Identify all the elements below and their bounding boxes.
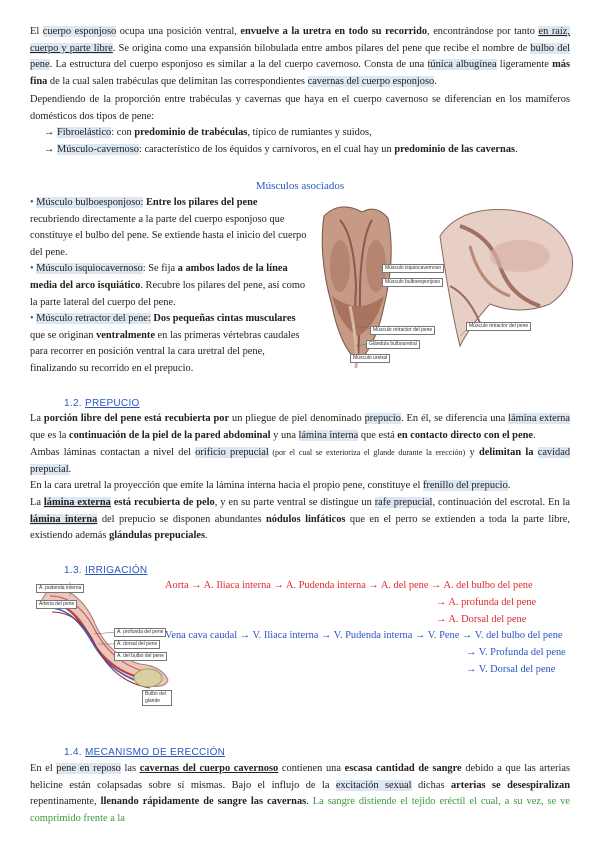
- venous-branch-dorsal: → V. Dorsal del pene: [466, 664, 556, 675]
- venous-branch-profunda: → V. Profunda del pene: [466, 647, 566, 658]
- fig-label-bulboesponjoso: Músculo bulboesponjoso: [382, 278, 443, 287]
- prepucio-paragraph-1: La porción libre del pene está recubierta por un pliegue de piel denominado prepucio. En él, se diferencia una lámina externa que es la continuación de la piel de la pared abdominal y una lámina interna que está en contacto directo con el pene.: [30, 413, 570, 441]
- fig-label-glandula: Glándula bulbouretral: [366, 340, 420, 349]
- muscle-retractor: • Músculo retractor del pene: Dos pequeñas cintas musculares que se originan ventralmente en las primeras vértebras caudales para recorrer en posición ventral la cara uretral del pene, finalizando su recorrido en el prepucio.: [30, 313, 300, 374]
- prepucio-paragraph-2: Ambas láminas contactan a nivel del orificio prepucial (por el cual se exterioriza el glande durante la erección) y delimitan la cavidad prepucial.: [30, 447, 571, 475]
- prepucio-paragraph-3: En la cara uretral la proyección que emite la lámina interna hacia el propio pene, constituye el frenillo del prepucio.: [30, 480, 511, 491]
- fig-label-dorsal: A. dorsal del pene: [114, 640, 160, 649]
- muscles-title: Músculos asociados: [255, 180, 345, 192]
- arterial-branch-dorsal: → A. Dorsal del pene: [436, 614, 527, 625]
- prepucio-paragraph-4: La lámina externa está recubierta de pelo, y en su parte ventral se distingue un rafe prepucial, continuación del escrotal. En la lámina interna del prepucio se disponen abundantes nódulos linfáticos que en el perro se extienden a toda la parte libre, existiendo además glándulas prepuciales.: [30, 497, 570, 542]
- fig-label-retractor-1: Músculo retractor del pene: [370, 326, 435, 335]
- muscle-isquiocavernoso: • Músculo isquiocavernoso: Se fija a ambos lados de la línea media del arco isquiático. Recubre los pilares del pene, así como la parte lateral del cuerpo del pene.: [30, 263, 306, 308]
- muscles-list: [30, 195, 308, 378]
- irrigation-figure: [30, 576, 172, 708]
- fig-label-bulbo: A. del bulbo del pene: [114, 652, 167, 661]
- muscles-anatomy-figure: [310, 196, 578, 376]
- arterial-branch-profunda: → A. profunda del pene: [436, 597, 537, 608]
- fig-label-isquiocavernoso: Músculo isquiocavernoso: [382, 264, 444, 273]
- ereccion-paragraph: En el pene en reposo las cavernas del cuerpo cavernoso contienen una escasa cantidad de sangre debido a que las arterias helicine están colapsadas sobre sí mismas. Bajo el influjo de la excitación sexual dichas arterias se desespiralizan repentinamente, llenando rápidamente de sangre las cavernas. La sangre distiende el tejido eréctil el cual, a su vez, se ve comprimido frente a la: [30, 763, 570, 824]
- fig-label-uretral: Músculo uretral: [350, 354, 390, 363]
- fig-label-pudenda: A. pudenda interna: [36, 584, 84, 593]
- venous-path: Vena cava caudal → V. Iliaca interna → V. Pudenda interna → V. Pene → V. del bulbo del pene: [165, 630, 563, 641]
- intro-types-paragraph: Dependiendo de la proporción entre trabéculas y cavernas que haya en el cuerpo cavernoso se diferencian en los mamíferos domésticos dos tipos de pene: → Fibroelástico: con predominio de trabéculas, típico de rumiantes y suidos, → Músculo-cavernoso: característico de los équidos y carnívoros, en el cual hay un predominio de las cavernas.: [30, 92, 570, 158]
- section-heading-prepucio: 1.2. PREPUCIO: [64, 398, 140, 409]
- type-musculocavernous: → Músculo-cavernoso: característico de los équidos y carnívoros, en el cual hay un predominio de las cavernas.: [44, 143, 518, 155]
- pelvic-muscles-illustration: [310, 196, 578, 376]
- section-heading-ereccion: 1.4. MECANISMO DE ERECCIÓN: [64, 747, 226, 758]
- arterial-path: Aorta → A. Iliaca interna → A. Pudenda interna → A. del pene → A. del bulbo del pene: [165, 580, 533, 591]
- fig-label-arteria-pene: Arteria del pene: [36, 600, 77, 609]
- fig-label-retractor-2: Músculo retractor del pene: [466, 322, 531, 331]
- muscle-bulboesponjoso: • Músculo bulboesponjoso: Entre los pilares del pene recubriendo directamente a la parte del cuerpo esponjoso que constituye el bulbo del pene. Se extiende hasta el inicio del cuerpo del pene.: [30, 197, 307, 258]
- intro-paragraph: El cuerpo esponjoso ocupa una posición ventral, envuelve a la uretra en todo su recorrido, encontrándose por tanto en raíz, cuerpo y parte libre. Se origina como una expansión bilobulada entre ambos pilares del pene que recibe el nombre de bulbo del pene. La estructura del cuerpo esponjoso es similar a la del cuerpo cavernoso. Consta de una túnica albugínea ligeramente más fina de la cual salen trabéculas que delimitan las correspondientes cavernas del cuerpo esponjoso.: [30, 26, 571, 87]
- type-fibroelastic: → Fibroelástico: con predominio de trabéculas, típico de rumiantes y suidos,: [44, 127, 372, 139]
- section-heading-irrigacion: 1.3. IRRIGACIÓN: [64, 565, 148, 576]
- fig-label-glande: Bulbo del glande: [142, 690, 172, 706]
- fig-label-profunda: A. profunda del pene: [114, 628, 166, 637]
